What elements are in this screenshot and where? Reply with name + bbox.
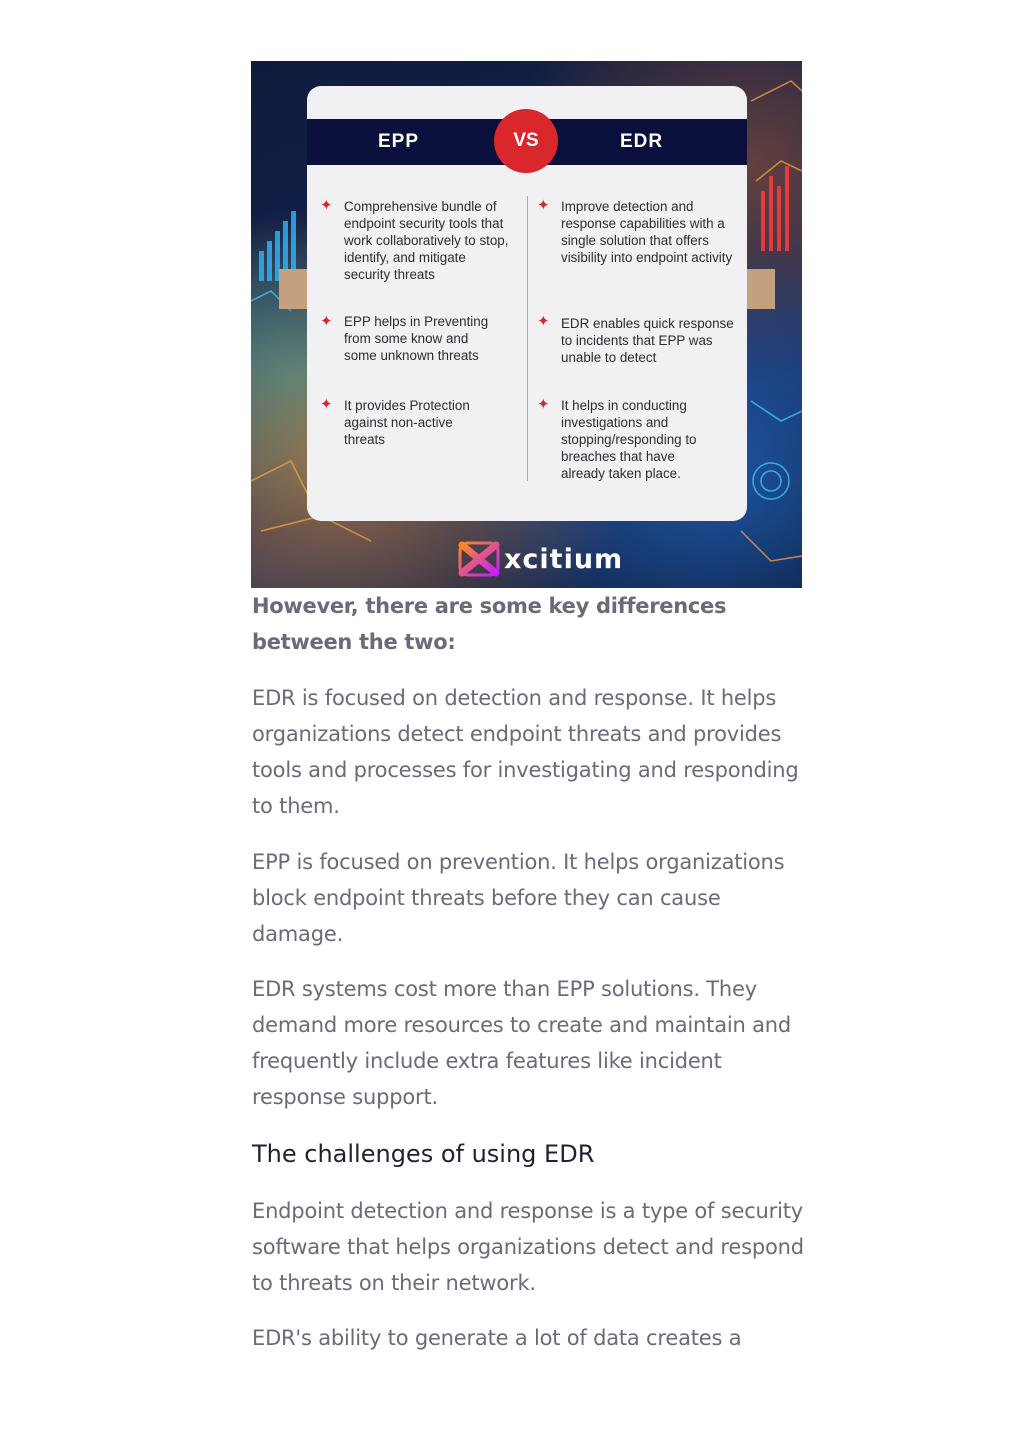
- comparison-card: [307, 86, 747, 521]
- xcitium-logo-icon: [456, 539, 502, 579]
- star-icon: ✦: [537, 196, 550, 214]
- paragraph: EDR systems cost more than EPP solutions. They demand more resources to create and maintain and frequently include extra features like incident response support.: [252, 977, 791, 1109]
- star-icon: ✦: [320, 395, 333, 413]
- star-icon: ✦: [537, 312, 550, 330]
- epp-header: EPP: [378, 131, 420, 152]
- edr-header: EDR: [620, 131, 664, 152]
- left-ribbon-tab: [279, 269, 309, 309]
- section-heading: The challenges of using EDR: [252, 1140, 595, 1168]
- column-divider: [527, 196, 528, 481]
- paragraph: EPP is focused on prevention. It helps organizations block endpoint threats before they can cause damage.: [252, 850, 785, 946]
- epp-vs-edr-infographic: [251, 61, 802, 588]
- edr-point-1: Improve detection and response capabilities with a single solution that offers visibility into endpoint activity: [561, 199, 733, 265]
- article-body: [252, 588, 804, 1356]
- vs-badge: VS: [494, 109, 558, 173]
- right-ribbon-tab: [745, 269, 775, 309]
- edr-point-2: EDR enables quick response to incidents that EPP was unable to detect: [561, 316, 734, 365]
- lead-text: However, there are some key differences between the two:: [252, 594, 727, 654]
- brand-name: xcitium: [504, 543, 624, 575]
- epp-point-2: EPP helps in Preventing from some know and some unknown threats: [344, 314, 489, 363]
- paragraph: Endpoint detection and response is a type of security software that helps organizations detect and respond to threats on their network.: [252, 1199, 804, 1295]
- paragraph: EDR is focused on detection and response. It helps organizations detect endpoint threats and provides tools and processes for investigating and responding to them.: [252, 686, 799, 818]
- brand-logo: [456, 539, 623, 579]
- epp-point-1: Comprehensive bundle of endpoint security tools that work collaboratively to stop, identify, and mitigate security threats: [344, 199, 509, 282]
- paragraph: EDR's ability to generate a lot of data creates a: [252, 1326, 742, 1350]
- star-icon: ✦: [537, 395, 550, 413]
- edr-point-3: It helps in conducting investigations and stopping/responding to breaches that have already taken place.: [561, 398, 697, 481]
- star-icon: ✦: [320, 312, 333, 330]
- star-icon: ✦: [320, 196, 333, 214]
- epp-point-3: It provides Protection against non-active threats: [344, 398, 470, 447]
